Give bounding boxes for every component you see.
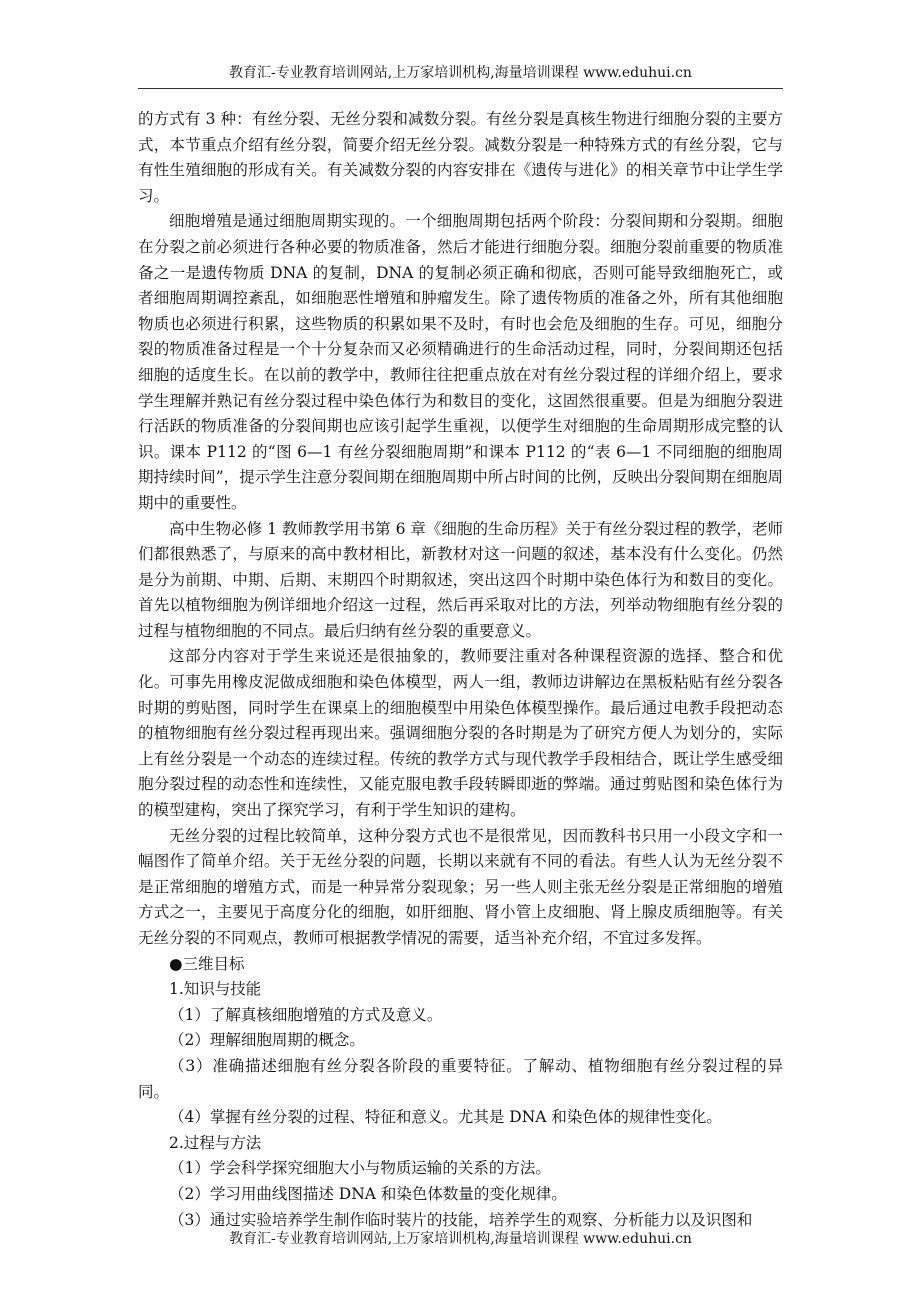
list-item: （1）了解真核细胞增殖的方式及意义。	[169, 1005, 443, 1024]
subsection-title-2: 2.过程与方法	[169, 1133, 262, 1152]
paragraph-3: 高中生物必修 1 教师教学用书第 6 章《细胞的生命历程》关于有丝分裂过程的教学，老师们都很熟悉了，与原来的高中教材相比，新教材对这一问题的叙述，基本没有什么变化。仍然是分为前期、中期、后期、末期四个时期叙述，突出这四个时期中染色体行为和数目的变化。首先以植物细胞为例详细地介绍这一过程，然后再采取对比的方法，列举动物细胞有丝分裂的过程与植物细胞的不同点。最后归纳有丝分裂的重要意义。	[138, 519, 783, 640]
list-item: （3）通过实验培养学生制作临时装片的技能，培养学生的观察、分析能力以及识图和	[169, 1210, 753, 1229]
paragraph-4: 这部分内容对于学生来说还是很抽象的，教师要注重对各种课程资源的选择、整合和优化。可事先用橡皮泥做成细胞和染色体模型，两人一组，教师边讲解边在黑板粘贴有丝分裂各时期的剪贴图，同时学生在课桌上的细胞模型中用染色体模型操作。最后通过电教手段把动态的植物细胞有丝分裂过程再现出来。强调细胞分裂的各时期是为了研究方便人为划分的，实际上有丝分裂是一个动态的连续过程。传统的教学方式与现代教学手段相结合，既让学生感受细胞分裂过程的动态性和连续性，又能克服电教手段转瞬即逝的弊端。通过剪贴图和染色体行为的模型建构，突出了探究学习，有利于学生知识的建构。	[138, 647, 783, 820]
subsection-title-1: 1.知识与技能	[169, 980, 262, 999]
section-heading: ●三维目标	[169, 954, 245, 973]
header-divider	[138, 88, 783, 89]
paragraph-5: 无丝分裂的过程比较简单，这种分裂方式也不是很常见，因而教科书只用一小段文字和一幅图作了简单介绍。关于无丝分裂的问题，长期以来就有不同的看法。有些人认为无丝分裂不是正常细胞的增殖方式，而是一种异常分裂现象；另一些人则主张无丝分裂是正常细胞的增殖方式之一，主要见于高度分化的细胞，如肝细胞、肾小管上皮细胞、肾上腺皮质细胞等。有关无丝分裂的不同观点，教师可根据教学情况的需要，适当补充介绍，不宜过多发挥。	[138, 826, 783, 947]
list-item: （2）理解细胞周期的概念。	[169, 1031, 365, 1050]
document-body	[138, 107, 783, 1233]
list-item: （3）准确描述细胞有丝分裂各阶段的重要特征。了解动、植物细胞有丝分裂过程的异同。	[138, 1056, 783, 1101]
list-item: （4）掌握有丝分裂的过程、特征和意义。尤其是 DNA 和染色体的规律性变化。	[169, 1108, 722, 1127]
list-item: （2）学习用曲线图描述 DNA 和染色体数量的变化规律。	[169, 1184, 567, 1203]
page-header: 教育汇-专业教育培训网站,上万家培训机构,海量培训课程 www.eduhui.cn	[229, 65, 692, 81]
list-item: （1）学会科学探究细胞大小与物质运输的关系的方法。	[169, 1159, 551, 1178]
paragraph-2: 细胞增殖是通过细胞周期实现的。一个细胞周期包括两个阶段：分裂间期和分裂期。细胞在分裂之前必须进行各种必要的物质准备，然后才能进行细胞分裂。细胞分裂前重要的物质准备之一是遗传物质 DNA 的复制，DNA 的复制必须正确和彻底，否则可能导致细胞死亡，或者细胞周期调控紊乱，如细胞恶性增殖和肿瘤发生。除了遗传物质的准备之外，所有其他细胞物质也必须进行积累，这些物质的积累如果不及时，有时也会危及细胞的生存。可见，细胞分裂的物质准备过程是一个十分复杂而又必须精确进行的生命活动过程，同时，分裂间期还包括细胞的适度生长。在以前的教学中，教师往往把重点放在对有丝分裂过程的详细介绍上，要求学生理解并熟记有丝分裂过程中染色体行为和数目的变化，这固然很重要。但是为细胞分裂进行活跃的物质准备的分裂间期也应该引起学生重视，以便学生对细胞的生命周期形成完整的认识。课本 P112 的“图 6—1 有丝分裂细胞周期”和课本 P112 的“表 6—1 不同细胞的细胞周期持续时间”，提示学生注意分裂间期在细胞周期中所占时间的比例，反映出分裂间期在细胞周期中的重要性。	[138, 212, 783, 512]
paragraph-1: 的方式有 3 种：有丝分裂、无丝分裂和减数分裂。有丝分裂是真核生物进行细胞分裂的主要方式，本节重点介绍有丝分裂，简要介绍无丝分裂。减数分裂是一种特殊方式的有丝分裂，它与有性生殖细胞的形成有关。有关减数分裂的内容安排在《遗传与进化》的相关章节中让学生学习。	[138, 110, 783, 205]
page-footer: 教育汇-专业教育培训网站,上万家培训机构,海量培训课程 www.eduhui.cn	[229, 1231, 692, 1247]
